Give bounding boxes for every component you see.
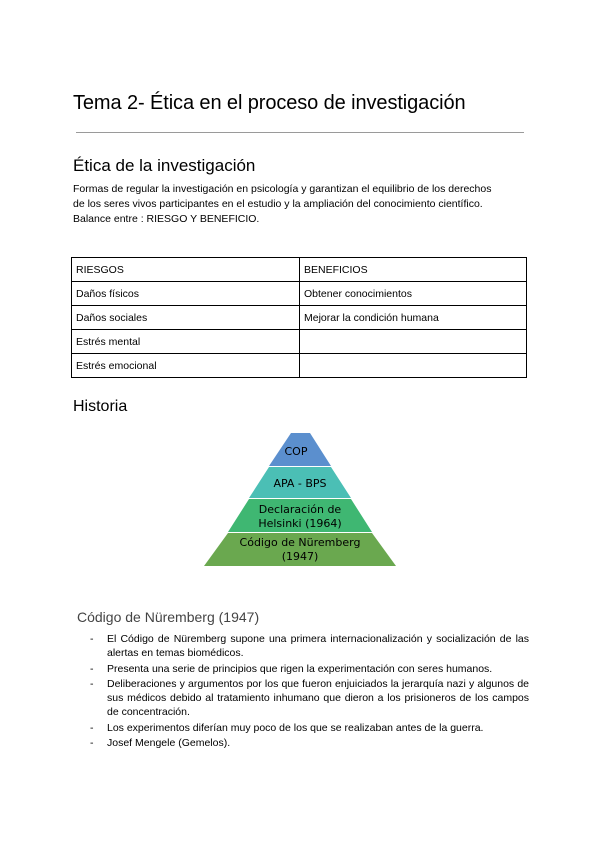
intro-line: de los seres vivos participantes en el estudio y la ampliación del conocimiento científico. (73, 198, 483, 210)
pyramid-label-nuremberg-1: Código de Nüremberg (239, 536, 361, 549)
intro-line: Formas de regular la investigación en psicología y garantizan el equilibrio de los derechos (73, 183, 492, 195)
table-cell (300, 354, 527, 378)
section-heading-historia: Historia (73, 398, 128, 415)
nuremberg-bullet-list (89, 632, 529, 751)
pyramid-label-nuremberg-2: (1947) (281, 550, 319, 563)
table-header-row (72, 258, 527, 282)
list-item: - Deliberaciones y argumentos por los que fueron enjuiciados la jerarquía nazi y algunos de sus médicos debido al tratamiento inhumano que dieron a los prisioneros de los campos de concentración. (89, 677, 529, 720)
pyramid-label-cop: COP (284, 445, 308, 458)
pyramid-label-helsinki-1: Declaración de (258, 503, 342, 516)
list-item: - Los experimentos diferían muy poco de los que se realizaban antes de la guerra. (89, 721, 529, 735)
risk-benefit-table (71, 257, 527, 378)
pyramid-label-helsinki-2: Helsinki (1964) (258, 517, 342, 530)
table-row (72, 306, 527, 330)
list-item: - Presenta una serie de principios que rigen la experimentación con seres humanos. (89, 662, 529, 676)
table-cell: Daños físicos (72, 282, 300, 306)
list-item: - Josef Mengele (Gemelos). (89, 736, 529, 750)
table-row (72, 354, 527, 378)
table-row (72, 282, 527, 306)
table-cell (300, 330, 527, 354)
page-title: Tema 2- Ética en el proceso de investigación (73, 92, 466, 114)
table-cell: Mejorar la condición humana (300, 306, 527, 330)
table-cell: Estrés emocional (72, 354, 300, 378)
intro-line: Balance entre : RIESGO Y BENEFICIO. (73, 213, 260, 225)
table-cell: Estrés mental (72, 330, 300, 354)
section-heading-etica: Ética de la investigación (73, 156, 256, 175)
header-beneficios: BENEFICIOS (300, 258, 527, 282)
history-pyramid (180, 432, 420, 568)
pyramid-label-apa-bps: APA - BPS (273, 477, 327, 490)
table-cell: Daños sociales (72, 306, 300, 330)
header-riesgos: RIESGOS (72, 258, 300, 282)
title-divider (76, 132, 524, 133)
table-cell: Obtener conocimientos (300, 282, 527, 306)
intro-paragraph (73, 182, 533, 227)
list-item: - El Código de Nüremberg supone una primera internacionalización y socialización de las alertas en temas biomédicos. (89, 632, 529, 661)
table-row (72, 330, 527, 354)
section-heading-nuremberg: Código de Nüremberg (1947) (77, 609, 260, 625)
